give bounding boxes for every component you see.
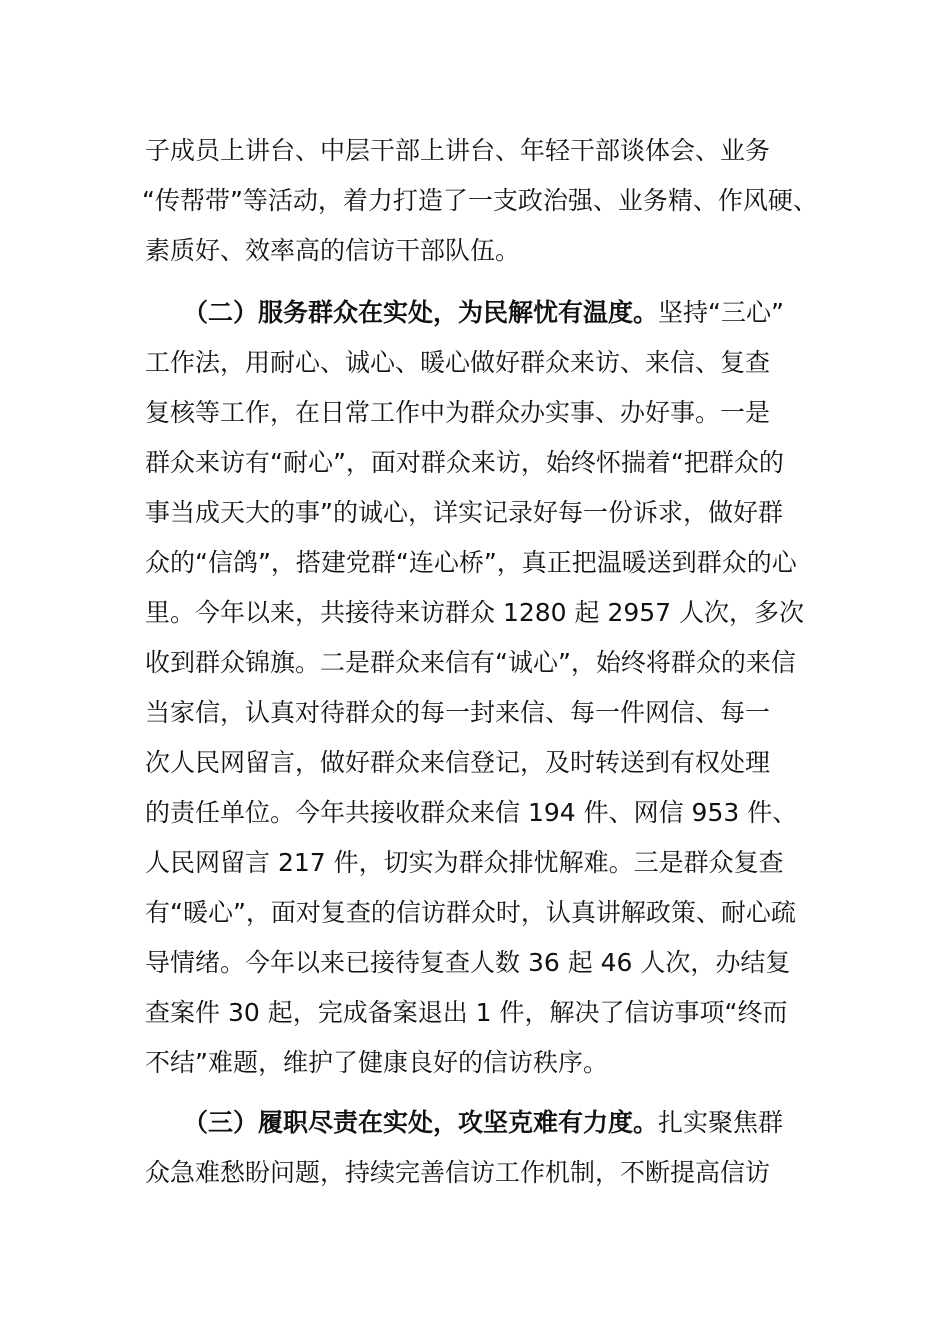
paragraph-2-line: 里。今年以来，共接待来访群众 1280 起 2957 人次，多次 <box>145 598 805 627</box>
paragraph-2-line: 众的“信鸽”，搭建党群“连心桥”，真正把温暖送到群众的心 <box>145 548 797 577</box>
paragraph-2-first-line-rest: 坚持“三心” <box>658 298 784 327</box>
paragraph-3-line: 众急难愁盼问题，持续完善信访工作机制，不断提高信访 <box>145 1158 771 1187</box>
paragraph-2-line: 查案件 30 起，完成备案退出 1 件，解决了信访事项“终而 <box>145 998 788 1027</box>
paragraph-2-line: 人民网留言 217 件，切实为群众排忧解难。三是群众复查 <box>145 848 784 877</box>
paragraph-2-line: 群众来访有“耐心”，面对群众来访，始终怀揣着“把群众的 <box>145 448 784 477</box>
paragraph-2-line: 收到群众锦旗。二是群众来信有“诚心”，始终将群众的来信 <box>145 648 796 677</box>
paragraph-2-line: 当家信，认真对待群众的每一封来信、每一件网信、每一 <box>145 698 771 727</box>
paragraph-2-line: 的责任单位。今年共接收群众来信 194 件、网信 953 件、 <box>145 798 798 827</box>
paragraph-1-line-3: 素质好、效率高的信访干部队伍。 <box>145 236 521 265</box>
paragraph-2-line: 次人民网留言，做好群众来信登记，及时转送到有权处理 <box>145 748 771 777</box>
paragraph-3-heading: （三）履职尽责在实处，攻坚克难有力度。 <box>183 1108 659 1137</box>
paragraph-1-line-1: 子成员上讲台、中层干部上讲台、年轻干部谈体会、业务 <box>145 136 771 165</box>
paragraph-2-heading: （二）服务群众在实处，为民解忧有温度。 <box>183 298 659 327</box>
paragraph-3-first-line <box>183 1106 883 1140</box>
paragraph-2-line: 事当成天大的事”的诚心，详实记录好每一份诉求，做好群 <box>145 498 783 527</box>
paragraph-2-line: 复核等工作，在日常工作中为群众办实事、办好事。一是 <box>145 398 771 427</box>
paragraph-2-line: 工作法，用耐心、诚心、暖心做好群众来访、来信、复查 <box>145 348 771 377</box>
paragraph-2-first-line <box>183 296 883 330</box>
paragraph-2-line: 有“暖心”，面对复查的信访群众时，认真讲解政策、耐心疏 <box>145 898 796 927</box>
paragraph-2-line: 导情绪。今年以来已接待复查人数 36 起 46 人次，办结复 <box>145 948 791 977</box>
paragraph-2-line: 不结”难题，维护了健康良好的信访秩序。 <box>145 1048 608 1077</box>
paragraph-3-first-line-rest: 扎实聚焦群 <box>658 1108 784 1137</box>
paragraph-1-line-2: “传帮带”等活动，着力打造了一支政治强、业务精、作风硬、 <box>142 186 818 215</box>
